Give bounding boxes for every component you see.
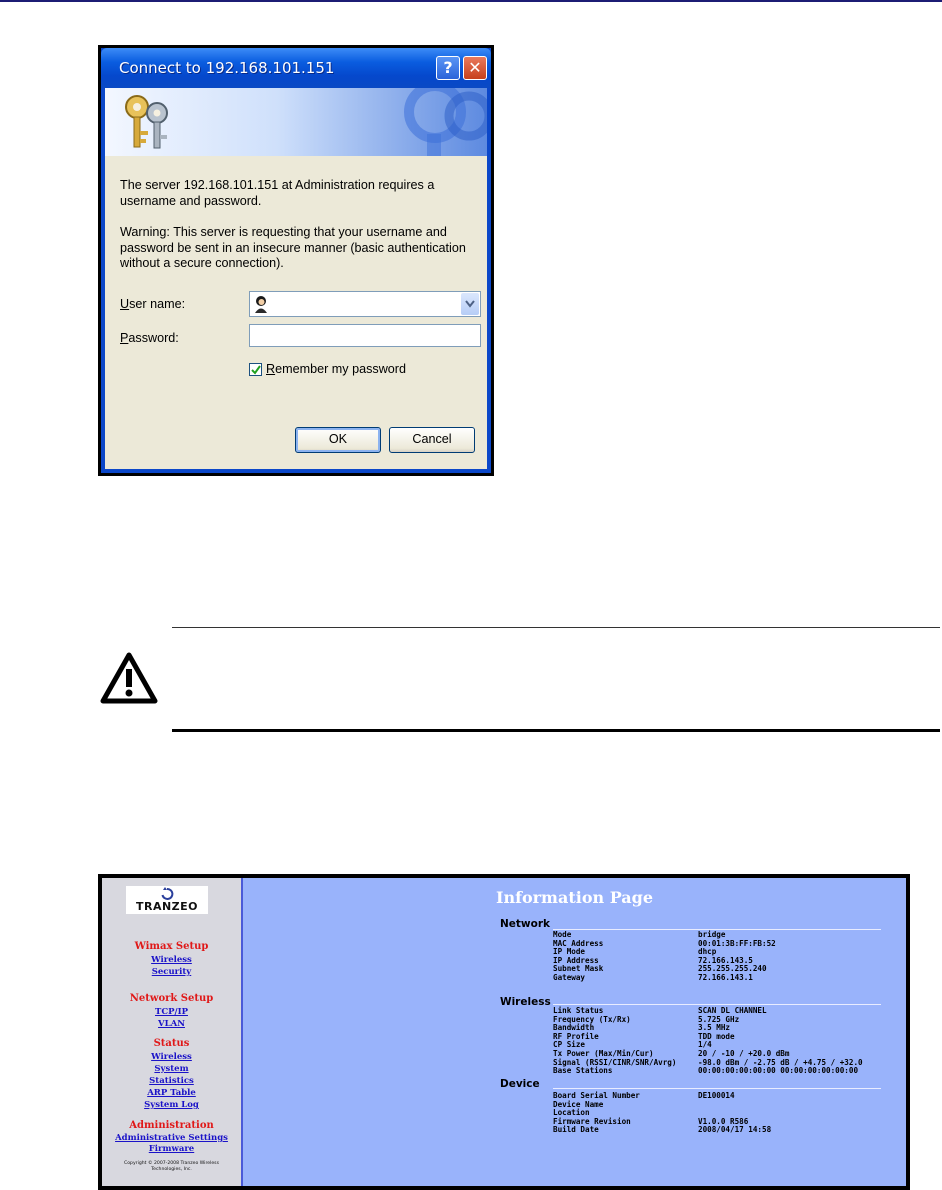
info-label: Board Serial Number: [553, 1091, 640, 1100]
info-value: V1.0.0 R586: [698, 1116, 749, 1126]
info-value: 72.166.143.1: [698, 972, 753, 982]
info-row-device: [553, 1092, 893, 1101]
banner-watermark-icon: [357, 88, 487, 156]
help-button[interactable]: ?: [436, 56, 460, 80]
copyright-text: Copyright © 2007-2008 Tranzeo Wireless Technologies, Inc.: [124, 1161, 219, 1172]
info-label: RF Profile: [553, 1031, 599, 1041]
password-label: Password:: [120, 331, 179, 345]
nav-link-tcpip[interactable]: TCP/IP: [155, 1007, 188, 1017]
info-value: 3.5 MHz: [698, 1023, 731, 1033]
nav-link-security[interactable]: Security: [151, 967, 192, 977]
info-value: dhcp: [698, 947, 717, 957]
info-value: 20 / -10 / +20.0 dBm: [698, 1048, 790, 1058]
remember-password-checkbox[interactable]: [249, 363, 262, 376]
info-row-network: [553, 940, 893, 949]
tranzeo-swirl-icon: [160, 887, 174, 901]
username-combobox[interactable]: [249, 291, 481, 317]
info-label: Base Stations: [553, 1066, 613, 1076]
info-label: Location: [553, 1108, 590, 1118]
sidebar: [102, 878, 241, 1186]
section-rule-device: [553, 1088, 881, 1089]
info-main: [243, 878, 906, 1186]
nav-link-system-log[interactable]: System Log: [144, 1100, 199, 1110]
info-value: 72.166.143.5: [698, 955, 753, 965]
nav-heading-status: Status: [153, 1038, 190, 1049]
info-label: Device Name: [553, 1099, 604, 1109]
nav-heading-network-setup: Network Setup: [129, 993, 214, 1004]
note-top-rule: [172, 627, 940, 628]
remember-password-label[interactable]: Remember my password: [266, 362, 406, 376]
info-label: Subnet Mask: [553, 964, 604, 974]
cancel-button[interactable]: Cancel: [389, 427, 475, 453]
username-label: User name:: [120, 297, 186, 311]
ok-button[interactable]: OK: [295, 427, 381, 453]
nav-link-system[interactable]: System: [154, 1064, 189, 1074]
info-label: IP Mode: [553, 947, 586, 957]
info-value: 255.255.255.240: [698, 964, 767, 974]
nav-link-firmware[interactable]: Firmware: [148, 1144, 195, 1154]
info-label: Bandwidth: [553, 1023, 595, 1033]
user-icon: [253, 295, 269, 313]
info-value: -98.0 dBm / -2.75 dB / +4.75 / +32.0: [698, 1057, 863, 1067]
section-heading-device: Device: [500, 1078, 540, 1090]
dialog-title: Connect to 192.168.101.151: [119, 59, 335, 77]
device-rows: [553, 1092, 893, 1135]
info-label: Tx Power (Max/Min/Cur): [553, 1048, 654, 1058]
section-heading-network: Network: [500, 918, 551, 930]
nav-link-status-wireless[interactable]: Wireless: [151, 1052, 192, 1062]
network-rows: [553, 931, 893, 983]
username-dropdown-button[interactable]: [461, 293, 479, 315]
info-value: DE100014: [698, 1091, 735, 1100]
info-row-wireless: [553, 1067, 893, 1076]
info-label: Signal (RSSI/CINR/SNR/Avrg): [553, 1057, 677, 1067]
nav-link-arp-table[interactable]: ARP Table: [147, 1088, 196, 1098]
nav-heading-administration: Administration: [129, 1120, 214, 1131]
insecure-warning-text: Warning: This server is requesting that your username and password be sent in an insecure manner (basic authentication without a secure connection).: [120, 225, 466, 270]
chevron-down-icon: [465, 300, 475, 308]
info-label: Build Date: [553, 1125, 599, 1135]
section-heading-wireless: Wireless: [500, 996, 551, 1008]
info-value: SCAN DL CHANNEL: [698, 1006, 767, 1015]
info-value: bridge: [698, 930, 726, 939]
nav-link-statistics[interactable]: Statistics: [149, 1076, 194, 1086]
info-row-device: [553, 1126, 893, 1135]
info-page-title: Information Page: [495, 888, 654, 907]
dialog-titlebar[interactable]: [101, 48, 491, 88]
info-row-device: [553, 1101, 893, 1110]
info-value: TDD mode: [698, 1031, 735, 1041]
dialog-banner: [105, 88, 487, 156]
nav-link-vlan[interactable]: VLAN: [158, 1019, 185, 1029]
nav-link-administrative-settings[interactable]: Administrative Settings: [115, 1133, 228, 1143]
dialog-frame: [101, 48, 491, 473]
info-label: Link Status: [553, 1006, 604, 1015]
login-dialog: [98, 45, 494, 476]
info-label: Gateway: [553, 972, 586, 982]
info-label: Frequency (Tx/Rx): [553, 1014, 631, 1024]
wireless-rows: [553, 1007, 893, 1076]
info-label: Mode: [553, 930, 572, 939]
dialog-body: [105, 88, 487, 469]
info-label: CP Size: [553, 1040, 586, 1050]
page-top-rule: [0, 0, 942, 2]
nav-link-wimax-wireless[interactable]: Wireless: [151, 955, 192, 965]
info-label: Firmware Revision: [553, 1116, 631, 1126]
info-label: MAC Address: [553, 938, 604, 948]
info-value: 5.725 GHz: [698, 1014, 740, 1024]
info-value: 1/4: [698, 1040, 712, 1050]
keys-icon: [115, 91, 179, 153]
info-row-network: [553, 974, 893, 983]
auth-message: The server 192.168.101.151 at Administration requires a username and password.: [120, 178, 435, 208]
info-page-screenshot: [98, 874, 910, 1190]
logo-text: TRANZEO: [135, 900, 199, 913]
close-button[interactable]: ✕: [463, 56, 487, 80]
section-rule-wireless: [553, 1004, 881, 1005]
password-input[interactable]: [249, 324, 481, 347]
warning-icon: [100, 652, 158, 704]
nav-heading-wimax-setup: Wimax Setup: [134, 941, 209, 952]
info-row-wireless: [553, 1033, 893, 1042]
info-value: 00:01:3B:FF:FB:52: [698, 938, 776, 948]
info-value: 00:00:00:00:00:00 00:00:00:00:00:00: [698, 1066, 859, 1076]
tranzeo-logo: [126, 886, 208, 914]
info-value: 2008/04/17 14:58: [698, 1125, 772, 1135]
info-label: IP Address: [553, 955, 599, 965]
note-bottom-rule: [172, 729, 940, 732]
checkmark-icon: [251, 365, 261, 375]
